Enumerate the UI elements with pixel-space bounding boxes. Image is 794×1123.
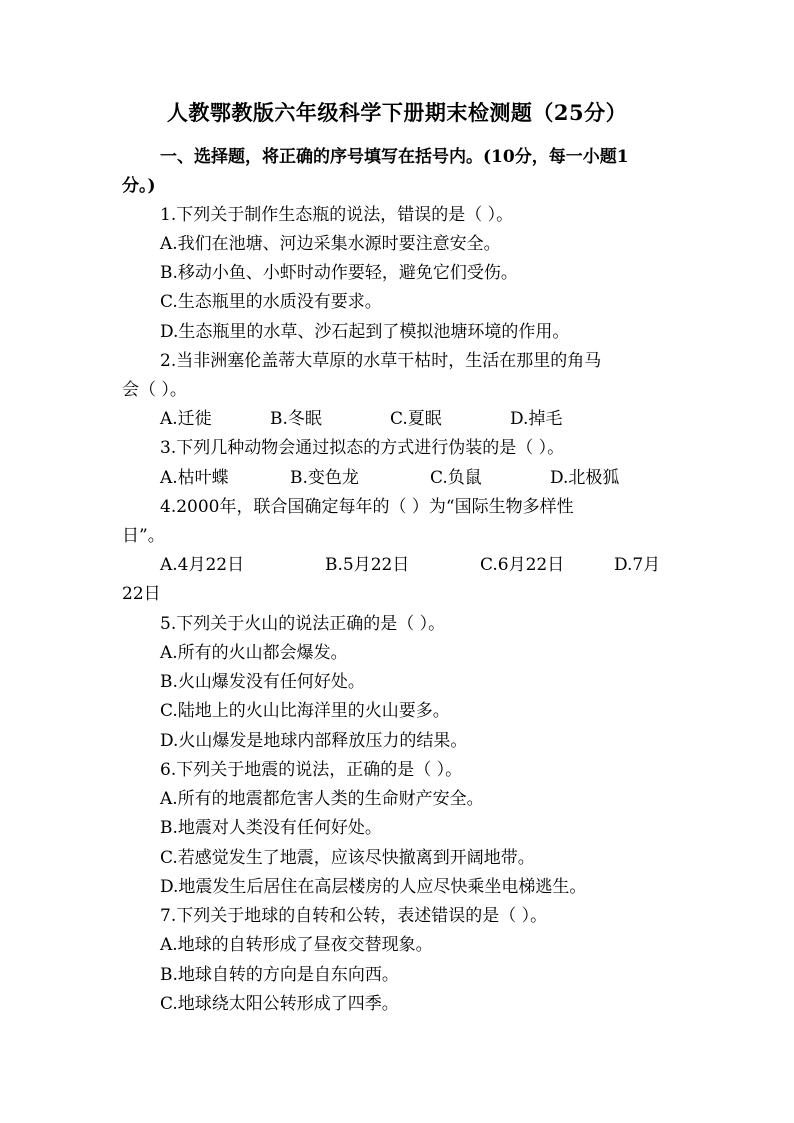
- question-6-stem: 6.下列关于地震的说法，正确的是（ ）。: [160, 760, 463, 780]
- question-6-option-d: D.地震发生后居住在高层楼房的人应尽快乘坐电梯逃生。: [160, 877, 587, 897]
- question-4-option-d: D.7月: [614, 555, 661, 575]
- question-6-option-b: B.地震对人类没有任何好处。: [160, 818, 382, 838]
- question-5-option-c: C.陆地上的火山比海洋里的火山要多。: [160, 701, 450, 721]
- question-2-option-c: C.夏眠: [390, 409, 442, 429]
- question-4-option-b: B.5月22日: [325, 555, 410, 575]
- question-7-option-a: A.地球的自转形成了昼夜交替现象。: [160, 935, 433, 955]
- question-3-stem: 3.下列几种动物会通过拟态的方式进行伪装的是（ ）。: [160, 438, 565, 458]
- question-7-option-c: C.地球绕太阳公转形成了四季。: [160, 994, 399, 1014]
- question-1-option-c: C.生态瓶里的水质没有要求。: [160, 292, 382, 312]
- section-heading: 一、选择题，将正确的序号填写在括号内。(10分，每一小题1: [160, 147, 629, 167]
- question-4-option-d-cont: 22日: [122, 584, 161, 604]
- question-1-stem: 1.下列关于制作生态瓶的说法，错误的是（ ）。: [160, 205, 514, 225]
- question-2-option-d: D.掉毛: [510, 409, 563, 429]
- question-5-stem: 5.下列关于火山的说法正确的是（ ）。: [160, 614, 446, 634]
- question-2-stem: 2.当非洲塞伦盖蒂大草原的水草干枯时，生活在那里的角马: [160, 351, 602, 371]
- question-3-option-d: D.北极狐: [550, 468, 620, 488]
- question-3-option-a: A.枯叶蝶: [160, 468, 229, 488]
- question-4-option-c: C.6月22日: [480, 555, 565, 575]
- question-2-stem-cont: 会（ ）。: [122, 380, 187, 400]
- question-2-option-b: B.冬眠: [270, 409, 322, 429]
- question-4-stem: 4.2000年，联合国确定每年的（ ）为“国际生物多样性: [160, 497, 574, 517]
- question-3-option-c: C.负鼠: [430, 468, 482, 488]
- question-1-option-a: A.我们在池塘、河边采集水源时要注意安全。: [160, 234, 501, 254]
- question-7-stem: 7.下列关于地球的自转和公转，表述错误的是（ ）。: [160, 906, 548, 926]
- page-title: 人教鄂教版六年级科学下册期末检测题（25分）: [166, 100, 628, 125]
- question-4-stem-cont: 日”。: [122, 526, 165, 546]
- question-5-option-a: A.所有的火山都会爆发。: [160, 643, 348, 663]
- question-5-option-b: B.火山爆发没有任何好处。: [160, 672, 365, 692]
- question-2-option-a: A.迁徙: [160, 409, 212, 429]
- question-3-option-b: B.变色龙: [290, 468, 359, 488]
- section-heading-cont: 分。): [122, 176, 156, 196]
- question-6-option-a: A.所有的地震都危害人类的生命财产安全。: [160, 789, 484, 809]
- question-7-option-b: B.地球自转的方向是自东向西。: [160, 965, 399, 985]
- question-6-option-c: C.若感觉发生了地震，应该尽快撤离到开阔地带。: [160, 848, 535, 868]
- question-5-option-d: D.火山爆发是地球内部释放压力的结果。: [160, 731, 468, 751]
- question-1-option-b: B.移动小鱼、小虾时动作要轻，避免它们受伤。: [160, 263, 518, 283]
- question-4-option-a: A.4月22日: [160, 555, 245, 575]
- question-1-option-d: D.生态瓶里的水草、沙石起到了模拟池塘环境的作用。: [160, 322, 570, 342]
